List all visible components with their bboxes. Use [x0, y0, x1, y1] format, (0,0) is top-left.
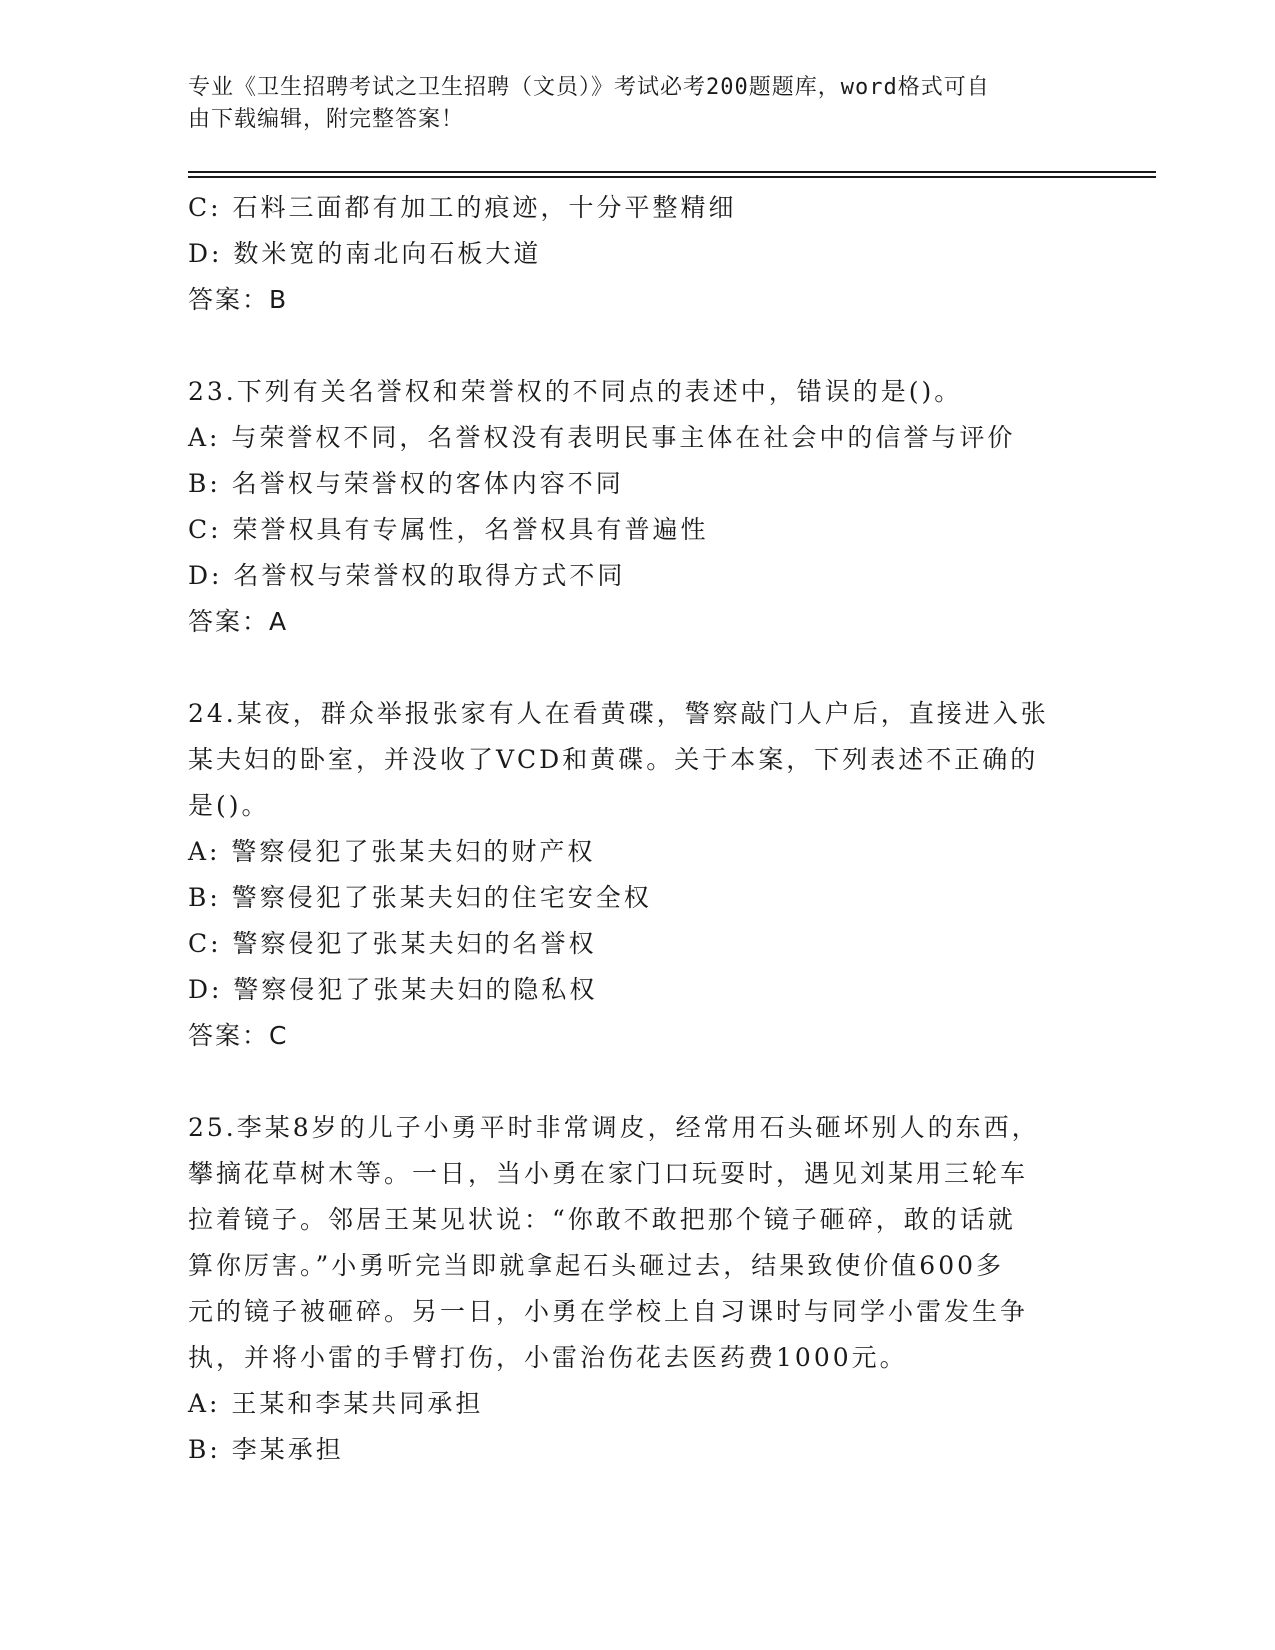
- question-content: [188, 185, 1088, 1473]
- answer-line: 答案：B: [188, 285, 289, 314]
- header-divider-bottom: [188, 176, 1156, 178]
- previous-question: [188, 185, 1088, 323]
- question-stem-line: 24.某夜，群众举报张家有人在看黄碟，警察敲门人户后，直接进入张: [188, 699, 1049, 728]
- option-b: B: 警察侵犯了张某夫妇的住宅安全权: [188, 883, 652, 912]
- option-d: D: 数米宽的南北向石板大道: [188, 239, 542, 268]
- question-23: [188, 369, 1088, 645]
- spacer: [188, 645, 1088, 691]
- option-a: A: 王某和李某共同承担: [188, 1389, 484, 1418]
- spacer: [188, 323, 1088, 369]
- question-stem-line: 拉着镜子。邻居王某见状说：“你敢不敢把那个镜子砸碎，敢的话就: [188, 1205, 1016, 1234]
- header-line-1: 专业《卫生招聘考试之卫生招聘（文员）》考试必考200题题库，word格式可自: [188, 75, 990, 100]
- question-stem-line: 执，并将小雷的手臂打伤，小雷治伤花去医药费1000元。: [188, 1343, 908, 1372]
- question-stem-line: 是()。: [188, 791, 270, 820]
- option-a: A: 与荣誉权不同，名誉权没有表明民事主体在社会中的信誉与评价: [188, 423, 1016, 452]
- header-divider-top: [188, 171, 1156, 173]
- option-c: C: 警察侵犯了张某夫妇的名誉权: [188, 929, 597, 958]
- question-stem-line: 25.李某8岁的儿子小勇平时非常调皮，经常用石头砸坏别人的东西，: [188, 1113, 1040, 1142]
- spacer: [188, 1059, 1088, 1105]
- option-a: A: 警察侵犯了张某夫妇的财产权: [188, 837, 596, 866]
- option-d: D: 名誉权与荣誉权的取得方式不同: [188, 561, 626, 590]
- option-c: C: 石料三面都有加工的痕迹，十分平整精细: [188, 193, 737, 222]
- question-25: [188, 1105, 1088, 1473]
- question-stem-line: 攀摘花草树木等。一日，当小勇在家门口玩耍时，遇见刘某用三轮车: [188, 1159, 1029, 1188]
- answer-line: 答案：A: [188, 607, 289, 636]
- answer-line: 答案：C: [188, 1021, 289, 1050]
- option-b: B: 李某承担: [188, 1435, 344, 1464]
- header-line-2: 由下载编辑，附完整答案！: [188, 107, 465, 132]
- question-stem-line: 某夫妇的卧室，并没收了VCD和黄碟。关于本案，下列表述不正确的: [188, 745, 1039, 774]
- question-24: [188, 691, 1088, 1059]
- question-stem-line: 算你厉害。”小勇听完当即就拿起石头砸过去，结果致使价值600多: [188, 1251, 1005, 1280]
- option-b: B: 名誉权与荣誉权的客体内容不同: [188, 469, 624, 498]
- option-c: C: 荣誉权具有专属性，名誉权具有普遍性: [188, 515, 709, 544]
- document-header: [188, 72, 1068, 136]
- question-stem: 23.下列有关名誉权和荣誉权的不同点的表述中，错误的是()。: [188, 377, 963, 406]
- question-stem-line: 元的镜子被砸碎。另一日，小勇在学校上自习课时与同学小雷发生争: [188, 1297, 1029, 1326]
- option-d: D: 警察侵犯了张某夫妇的隐私权: [188, 975, 598, 1004]
